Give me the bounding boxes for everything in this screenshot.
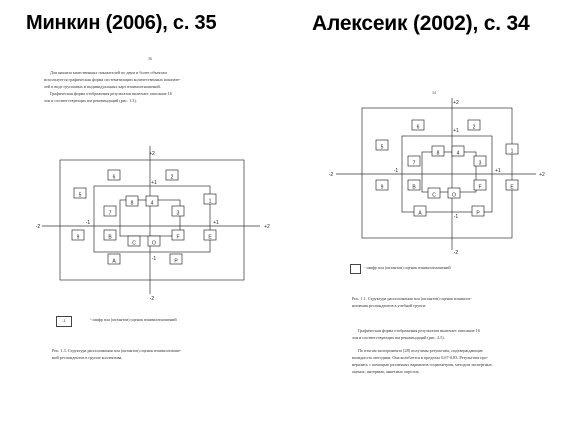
right-relationship-zone-diagram [322,96,550,256]
left-document-page [32,46,284,396]
zone-cell-label: E [510,184,514,191]
axis-label-right: +2 [539,172,545,178]
right-caption-line: Рис. 1.1. Структура расположения зон (октантов) оценок взаимоот- [352,296,472,301]
left-text-line: лей в виде групповых и индивидуальных карт взаимоотношений. [44,84,161,89]
right-caption-line: ношения респондентов в учебной группе. [352,303,427,308]
right-legend-text: - шифр зон (октантов) оценок взаимоотношений [364,265,451,270]
zone-cell-label: P [476,210,480,217]
axis-label-bottom: -2 [149,296,155,302]
zone-cell-label: 4 [456,150,460,157]
zone-cell-label: 7 [108,210,112,217]
left-text-line: зон и соответствующих им рекомендаций (рис. 1.3). [44,98,137,103]
right-text-line: оценок, интервью, анкетных опросов. [352,369,420,374]
right-text-line: валидность методики. Она колеблется в пределах 0,67-0,83. Результаты про- [352,355,489,360]
zone-cell-label: 5 [78,192,82,199]
axis-label-inner-left: -1 [85,220,91,226]
zone-cell-label: 7 [412,160,416,167]
zone-cell-label: 8 [130,200,134,207]
left-legend-swatch: -1 [56,316,72,327]
zone-cell-label: 4 [150,200,154,207]
zone-cell-label: 2 [472,124,476,131]
zone-cell-label: P [174,258,178,265]
zone-cell-label: A [418,210,422,217]
zone-cell-label: 2 [170,174,174,181]
axis-label-inner-top: +1 [453,128,459,134]
axis-label-left: -2 [328,172,334,178]
zone-cell-label: C [132,240,136,247]
left-text-line: Для анализа качественных показателей по двум и более объектам [50,70,167,75]
zone-cell-label: F [176,234,180,241]
zone-cell-label: O [152,240,156,247]
zone-cell-label: 1 [510,148,514,155]
zone-cell-label: 3 [176,210,180,217]
right-text-line: Графическая форма отображения результатов включает описание 16 [358,328,480,333]
axis-label-inner-top: +1 [151,180,157,186]
inner-zone-rect [422,152,476,192]
axis-label-inner-bottom: -1 [151,256,157,262]
axis-label-inner-left: -1 [393,168,399,174]
zone-cell-label: 6 [416,124,420,131]
zone-cell-label: B [412,184,416,191]
axis-label-inner-right: +1 [495,168,501,174]
zone-cell-label: B [108,234,112,241]
left-text-line: используется графическая форма систематизации количественных показате- [44,77,181,82]
left-page-source-title: Минкин (2006), с. 35 [26,12,217,34]
axis-label-inner-right: +1 [213,220,219,226]
axis-label-bottom: -2 [453,250,459,256]
right-document-page [322,78,550,418]
zone-cell-label: E [208,234,212,241]
zone-cell-label: A [112,258,116,265]
axis-label-inner-bottom: -1 [453,214,459,220]
zone-cell-label: 1 [208,198,212,205]
zone-cell-label: F [478,184,482,191]
zone-cell-label: C [432,192,436,199]
right-text-line: зон и соответствующих им рекомендаций (рис. 2.5). [352,335,445,340]
axis-label-right: +2 [264,224,270,230]
left-relationship-zone-diagram [32,142,284,302]
axis-label-top: +2 [149,151,155,157]
zone-cell-label: 9 [76,234,80,241]
left-caption-line: ний респондентов в группе коллектива. [52,355,123,360]
axis-label-top: +2 [453,100,459,106]
right-legend-swatch [350,264,361,274]
left-page-number: 36 [148,56,152,61]
zone-cell-label: 6 [112,174,116,181]
zone-cell-label: O [452,192,456,199]
zone-cell-label: 3 [478,160,482,167]
right-page-source-title: Алексеик (2002), с. 34 [312,12,530,35]
left-text-line: Графическая форма отображения результатов включает описание 16 [50,91,172,96]
right-page-number: 34 [432,90,436,95]
outer-zone-rect [362,108,512,238]
axis-label-left: -2 [35,224,41,230]
left-caption-line: Рис. 1.3. Структура расположения зон (октантов) оценок взаимоотноше- [52,348,182,353]
right-text-line: верялись с помощью различных вариантов социометрии, методом экспертных [352,362,492,367]
zone-cell-label: 5 [380,144,384,151]
right-text-line: По итогам эксперимента [28] получены результаты, подтверждающие [358,348,483,353]
zone-cell-label: 9 [380,184,384,191]
left-legend-text: - шифр зон (октантов) оценок взаимоотношений [90,317,177,322]
zone-cell-label: 8 [436,150,440,157]
